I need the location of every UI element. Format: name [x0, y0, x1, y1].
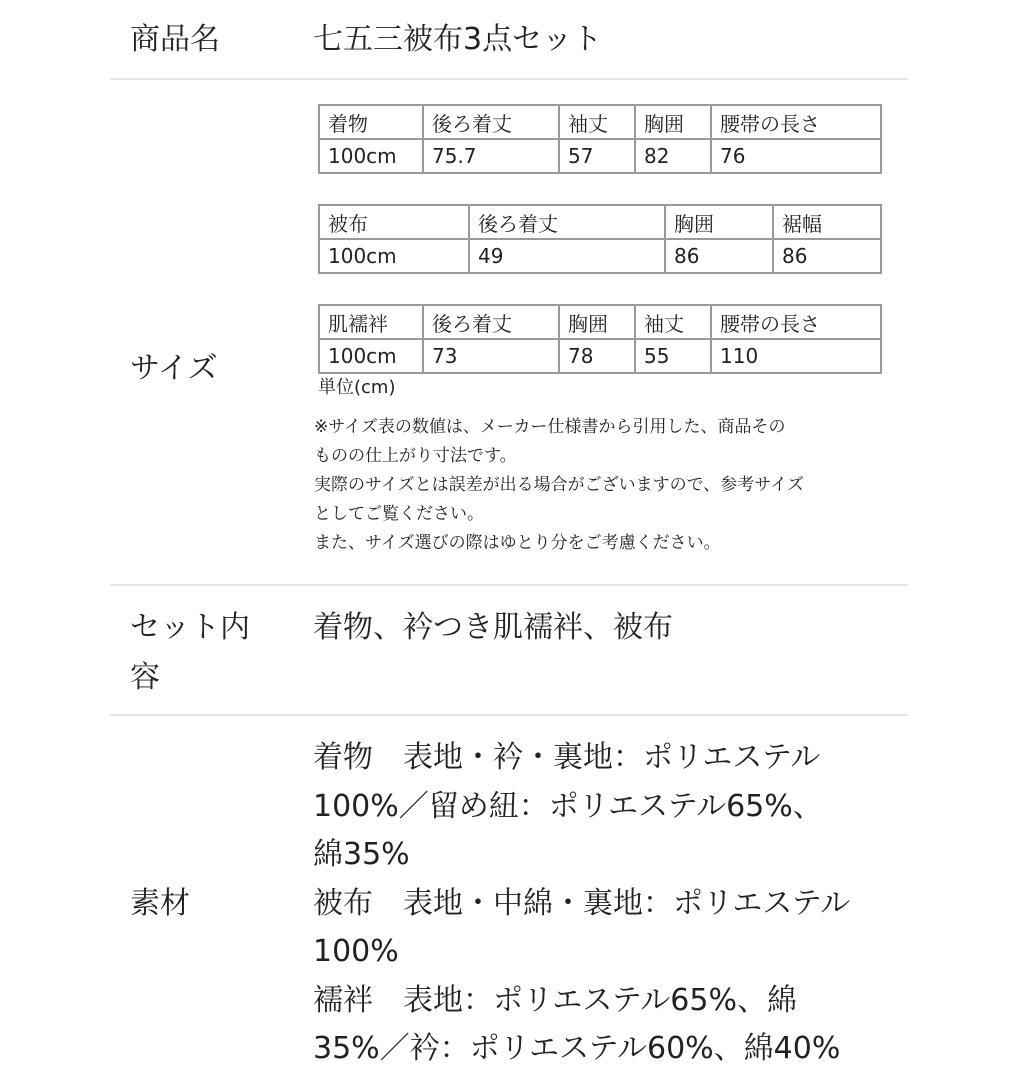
material-line: 被布 表地・中綿・裏地：ポリエステル — [313, 885, 851, 921]
table-header-row — [319, 305, 881, 339]
divider — [110, 714, 908, 716]
product-name-label: 商品名 — [130, 22, 220, 57]
table-cell: 100cm — [319, 339, 423, 373]
material-value — [313, 734, 850, 1074]
note-line: 実際のサイズとは誤差が出る場合がございますので、参考サイズ — [314, 475, 804, 495]
table-cell: 86 — [665, 239, 773, 273]
divider — [110, 584, 908, 586]
table-cell: 55 — [635, 339, 711, 373]
table-header-row — [319, 105, 881, 139]
table-cell: 着物 — [319, 105, 423, 139]
material-line: 襦袢 表地：ポリエステル65%、綿 — [313, 982, 797, 1018]
size-notes — [314, 413, 914, 558]
table-cell: 胸囲 — [559, 305, 635, 339]
table-cell: 胸囲 — [635, 105, 711, 139]
table-cell: 裾幅 — [773, 205, 881, 239]
set-contents-label-cont: 容 — [130, 660, 160, 695]
table-cell: 49 — [469, 239, 665, 273]
table-cell: 78 — [559, 339, 635, 373]
table-cell: 後ろ着丈 — [423, 305, 559, 339]
table-cell: 57 — [559, 139, 635, 173]
table-cell: 73 — [423, 339, 559, 373]
table-cell: 後ろ着丈 — [469, 205, 665, 239]
note-line: ※サイズ表の数値は、メーカー仕様書から引用した、商品その — [314, 417, 786, 437]
set-contents-label: セット内 — [130, 610, 250, 645]
note-line: また、サイズ選びの際はゆとり分をご考慮ください。 — [314, 533, 721, 553]
set-contents-value: 着物、衿つき肌襦袢、被布 — [313, 610, 673, 645]
table-header-row — [319, 205, 881, 239]
size-label: サイズ — [130, 351, 218, 386]
table-cell: 76 — [711, 139, 881, 173]
table-cell: 110 — [711, 339, 881, 373]
table-cell: 被布 — [319, 205, 469, 239]
product-name-value: 七五三被布3点セット — [313, 22, 603, 57]
table-cell: 腰帯の長さ — [711, 105, 881, 139]
table-cell: 袖丈 — [635, 305, 711, 339]
table-cell: 82 — [635, 139, 711, 173]
table-row — [319, 139, 881, 173]
table-cell: 86 — [773, 239, 881, 273]
table-cell: 後ろ着丈 — [423, 105, 559, 139]
material-line: 綿35% — [313, 837, 410, 872]
material-line: 着物 表地・衿・裏地：ポリエステル — [313, 740, 821, 775]
note-line: ものの仕上がり寸法です。 — [314, 446, 517, 466]
table-cell: 胸囲 — [665, 205, 773, 239]
table-row — [319, 339, 881, 373]
size-table-hifu — [318, 204, 882, 274]
divider — [110, 78, 908, 80]
table-cell: 100cm — [319, 139, 423, 173]
table-cell: 肌襦袢 — [319, 305, 423, 339]
note-line: としてご覧ください。 — [314, 504, 484, 524]
material-label: 素材 — [130, 886, 190, 921]
product-name-row — [110, 16, 908, 64]
size-unit: 単位(cm) — [318, 377, 396, 398]
size-table-hadajuban — [318, 304, 882, 374]
table-cell: 100cm — [319, 239, 469, 273]
material-line: 100%／留め紐：ポリエステル65%、 — [313, 788, 823, 824]
set-contents-row — [110, 604, 908, 704]
material-line: 35%／衿：ポリエステル60%、綿40% — [313, 1031, 841, 1066]
table-cell: 腰帯の長さ — [711, 305, 881, 339]
table-row — [319, 239, 881, 273]
size-table-kimono — [318, 104, 882, 174]
table-cell: 75.7 — [423, 139, 559, 173]
table-cell: 袖丈 — [559, 105, 635, 139]
material-line: 100% — [313, 934, 399, 969]
